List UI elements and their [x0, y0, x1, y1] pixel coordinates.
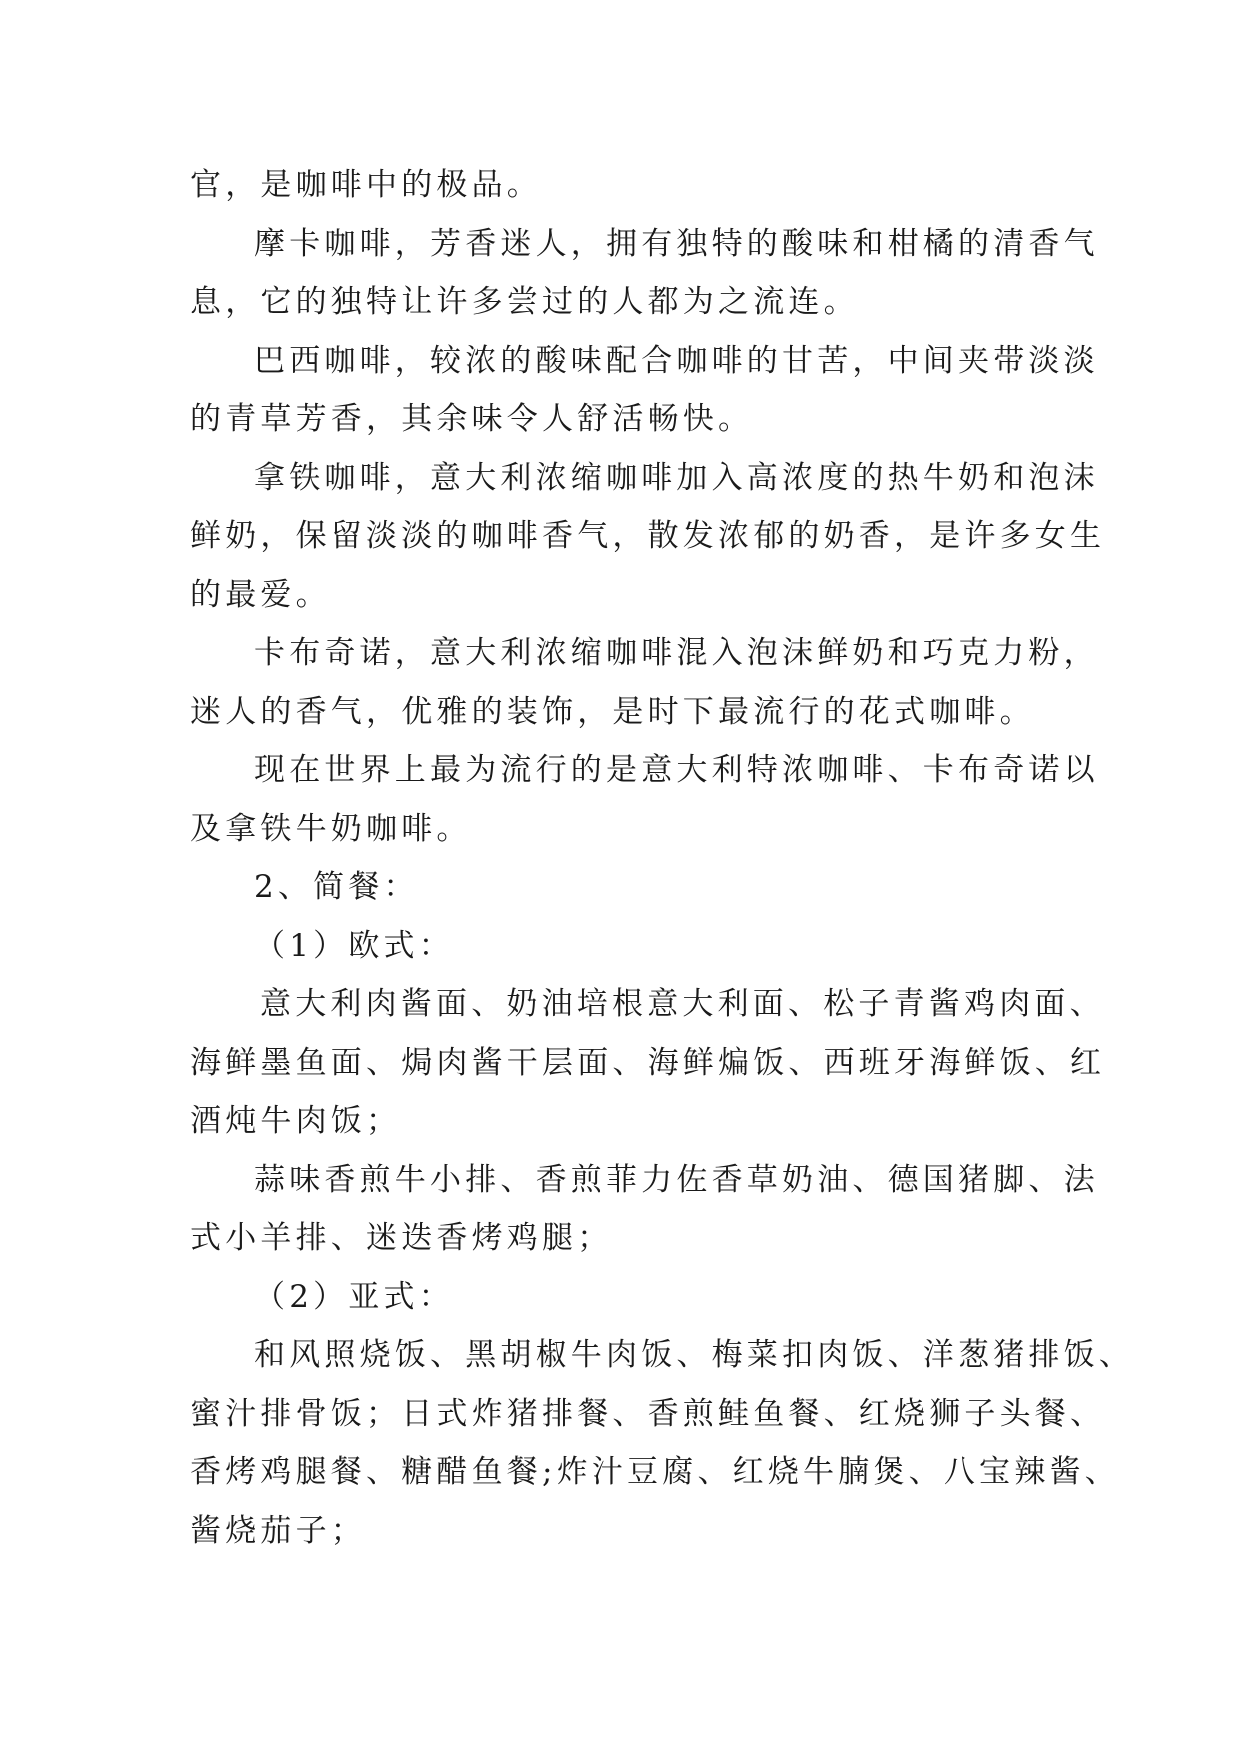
text-line: 息，它的独特让许多尝过的人都为之流连。 [190, 284, 859, 320]
text-line: 式小羊排、迷迭香烤鸡腿； [190, 1220, 613, 1256]
text-line: 的青草芳香，其余味令人舒活畅快。 [190, 401, 754, 437]
paragraph-first-line: 拿铁咖啡，意大利浓缩咖啡加入高浓度的热牛奶和泡沫 [254, 459, 1099, 496]
subsection-heading: （2）亚式： [254, 1278, 454, 1315]
text-line: 迷人的香气，优雅的装饰，是时下最流行的花式咖啡。 [190, 693, 1035, 730]
paragraph-first-line: 摩卡咖啡，芳香迷人，拥有独特的酸味和柑橘的清香气 [254, 225, 1099, 262]
paragraph-first-line: 蒜味香煎牛小排、香煎菲力佐香草奶油、德国猪脚、法 [254, 1161, 1099, 1198]
paragraph-first-line: 现在世界上最为流行的是意大利特浓咖啡、卡布奇诺以 [254, 752, 1099, 788]
text-line: 酒炖牛肉饭； [190, 1103, 402, 1139]
document-body [190, 156, 1134, 1560]
paragraph-first-line: 意大利肉酱面、奶油培根意大利面、松子青酱鸡肉面、 [260, 986, 1105, 1022]
text-line: 香烤鸡腿餐、糖醋鱼餐;炸汁豆腐、红烧牛腩煲、八宝辣酱、 [190, 1454, 1120, 1490]
text-line: 酱烧茄子； [190, 1512, 366, 1549]
paragraph-first-line: 和风照烧饭、黑胡椒牛肉饭、梅菜扣肉饭、洋葱猪排饭、 [254, 1337, 1134, 1373]
paragraph-first-line: 卡布奇诺，意大利浓缩咖啡混入泡沫鲜奶和巧克力粉， [254, 635, 1099, 671]
text-line: 鲜奶，保留淡淡的咖啡香气，散发浓郁的奶香，是许多女生 [190, 518, 1106, 554]
subsection-heading: （1）欧式： [254, 927, 454, 964]
text-line: 蜜汁排骨饭；日式炸猪排餐、香煎鲑鱼餐、红烧狮子头餐、 [190, 1395, 1106, 1432]
text-line: 及拿铁牛奶咖啡。 [190, 810, 472, 847]
section-heading: 2、简餐： [254, 869, 419, 905]
paragraph-first-line: 巴西咖啡，较浓的酸味配合咖啡的甘苦，中间夹带淡淡 [254, 342, 1099, 379]
text-line: 海鲜墨鱼面、焗肉酱干层面、海鲜煸饭、西班牙海鲜饭、红 [190, 1044, 1106, 1081]
text-line: 官，是咖啡中的极品。 [190, 167, 542, 203]
text-line: 的最爱。 [190, 576, 331, 613]
